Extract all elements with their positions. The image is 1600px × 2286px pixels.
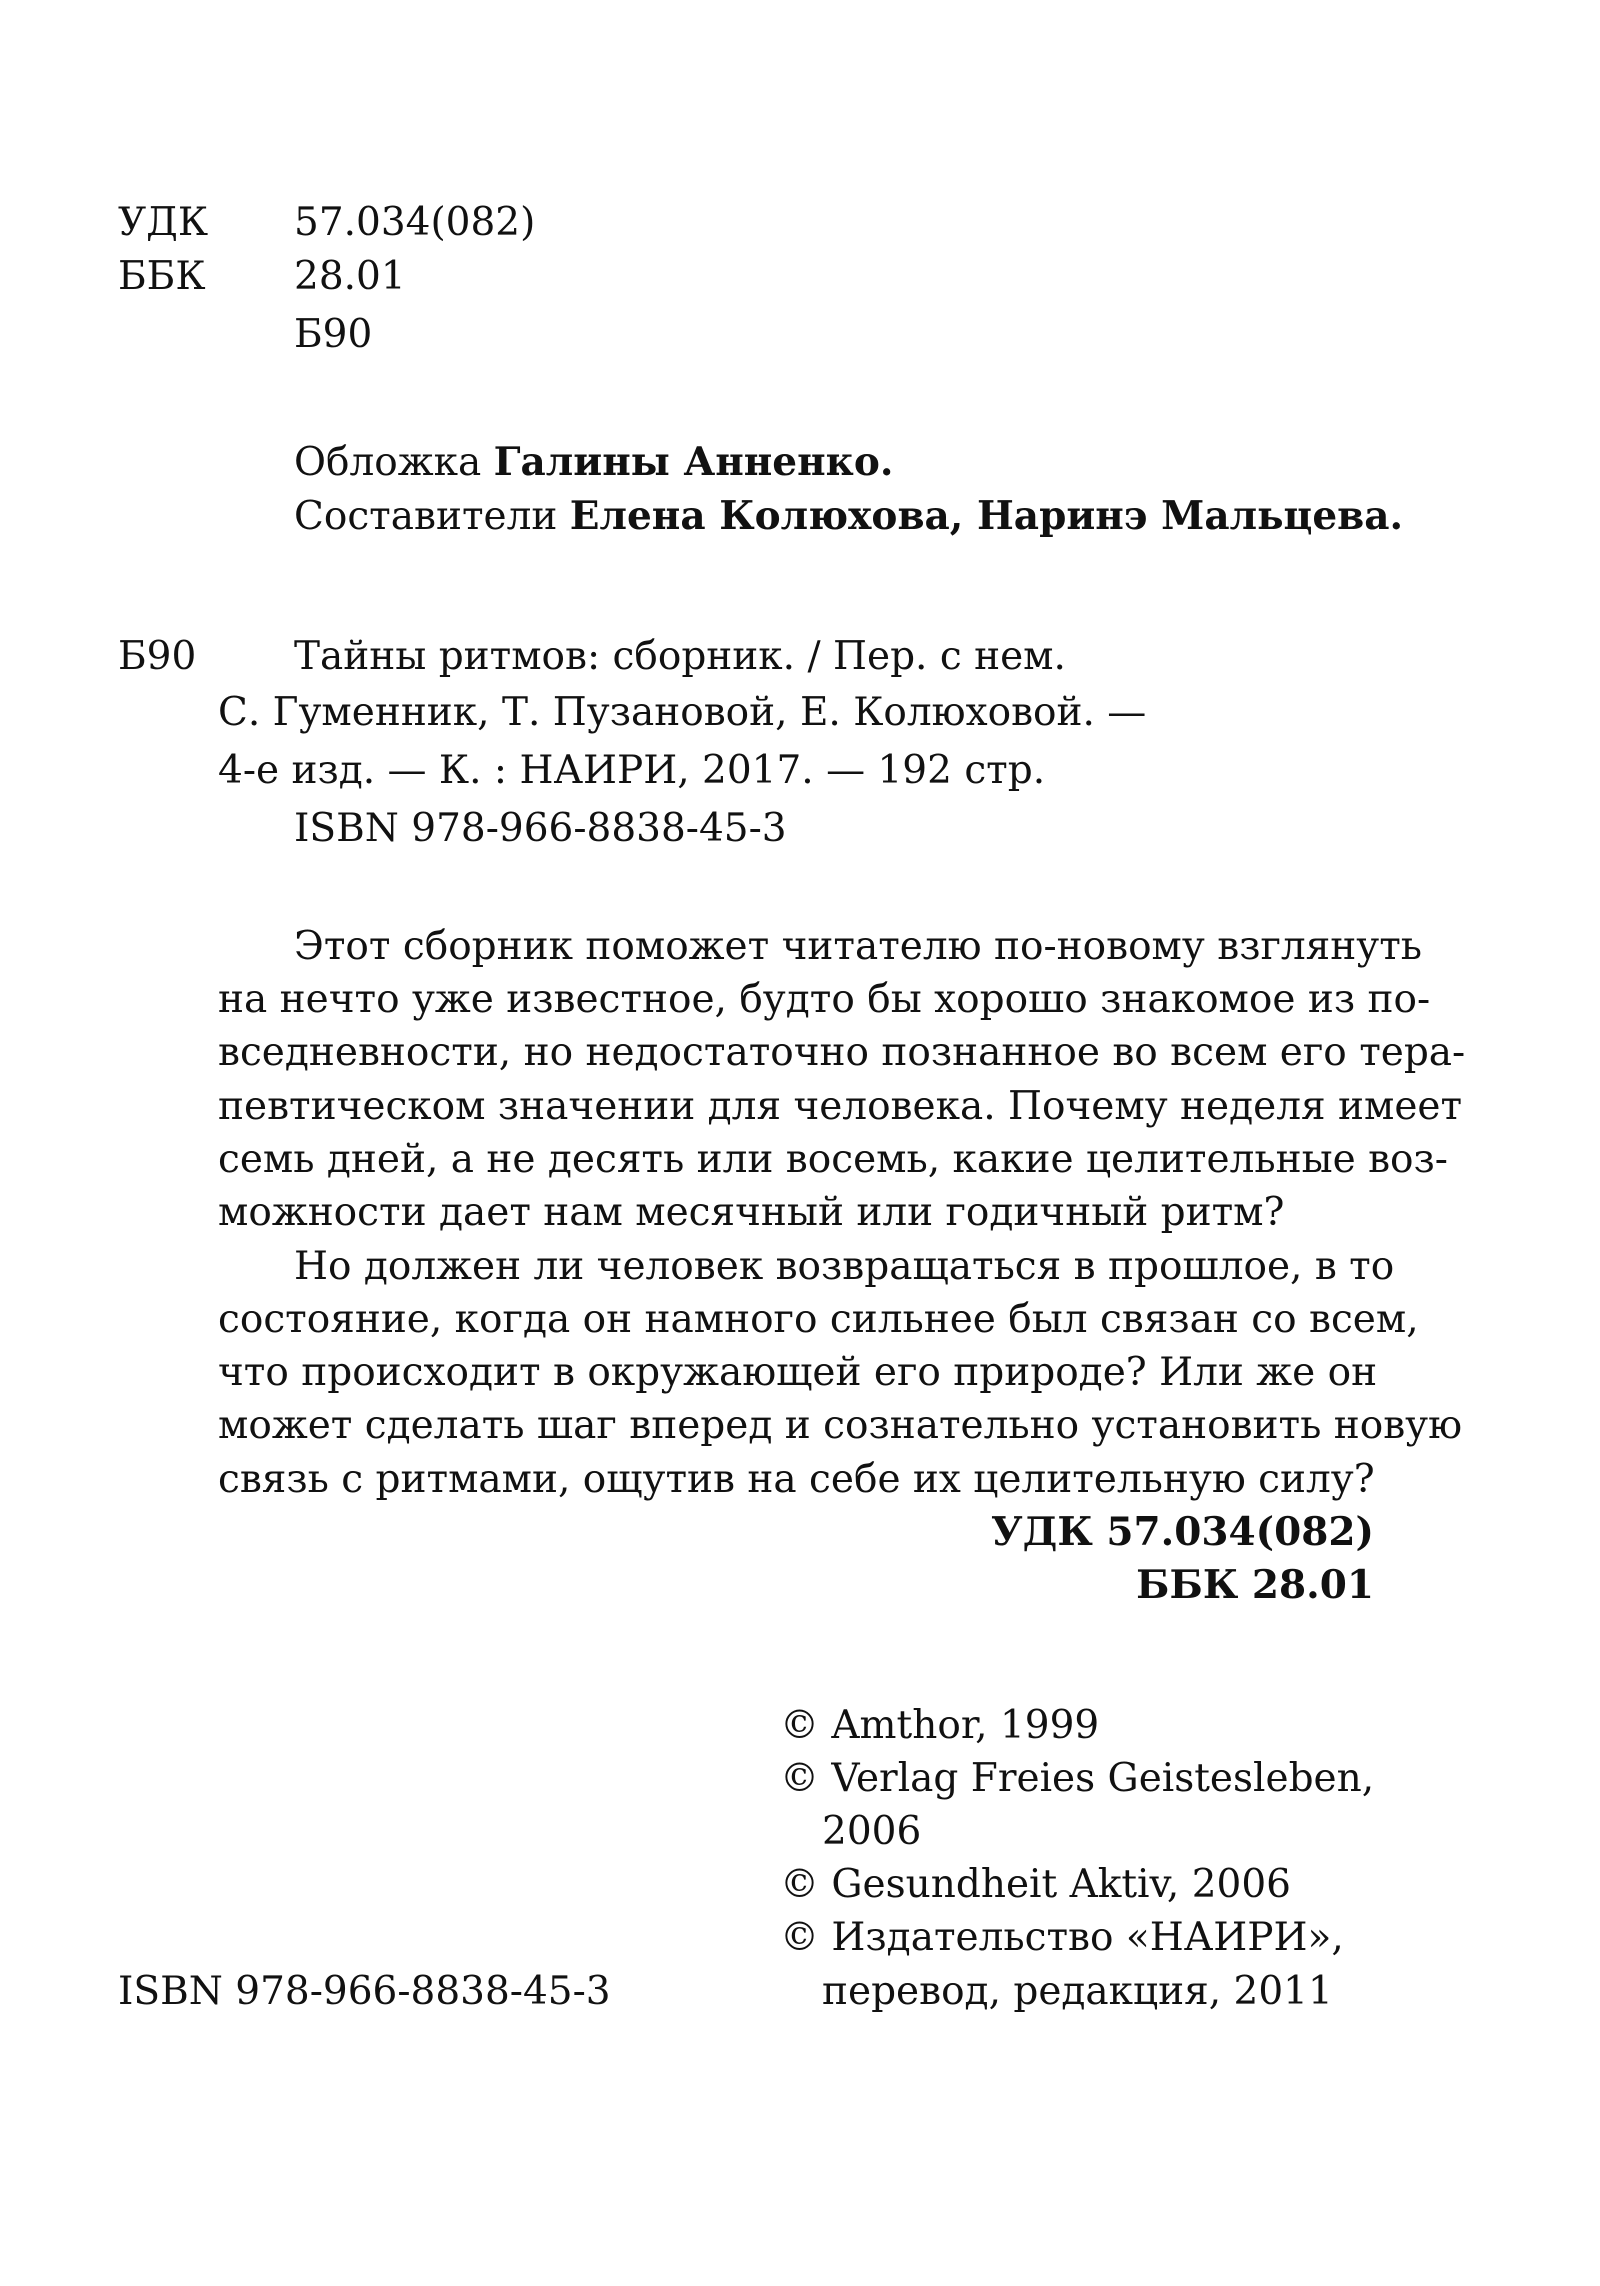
author-mark: Б90 — [294, 312, 373, 357]
cover-prefix: Обложка — [294, 440, 494, 485]
annotation-line: что происходит в окружающей его природе? Или же он — [218, 1350, 1378, 1395]
record-line: С. Гуменник, Т. Пузановой, Е. Колюховой. — — [218, 690, 1147, 735]
cover-credit — [294, 439, 894, 485]
annotation-bbk: ББК 28.01 — [1136, 1562, 1374, 1608]
bbk-label: ББК — [118, 254, 206, 299]
annotation-line: певтическом значении для человека. Почему неделя имеет — [218, 1084, 1463, 1129]
copyright-line: © Gesundheit Aktiv, 2006 — [780, 1862, 1291, 1907]
annotation-udk: УДК 57.034(082) — [991, 1509, 1374, 1555]
record-line: Тайны ритмов: сборник. / Пер. с нем. — [294, 634, 1066, 679]
compilers-names: Елена Колюхова, Наринэ Мальцева. — [569, 493, 1404, 539]
record-mark: Б90 — [118, 634, 197, 679]
copyright-line: перевод, редакция, 2011 — [822, 1969, 1333, 2014]
annotation-line: Этот сборник поможет читателю по-новому взглянуть — [294, 924, 1423, 969]
compilers-prefix: Составители — [294, 494, 570, 539]
annotation-line: может сделать шаг вперед и сознательно установить новую — [218, 1403, 1463, 1448]
copyright-line: © Verlag Freies Geistesleben, — [780, 1756, 1375, 1801]
udk-value: 57.034(082) — [294, 200, 536, 245]
copyright-line: © Amthor, 1999 — [780, 1703, 1100, 1748]
record-line: 4-е изд. — К. : НАИРИ, 2017. — 192 стр. — [218, 748, 1046, 793]
annotation-line: можности дает нам месячный или годичный ритм? — [218, 1190, 1285, 1235]
annotation-line: на нечто уже известное, будто бы хорошо знакомое из по- — [218, 977, 1431, 1022]
annotation-line: Но должен ли человек возвращаться в прошлое, в то — [294, 1244, 1395, 1289]
annotation-line: состояние, когда он намного сильнее был связан со всем, — [218, 1297, 1419, 1342]
record-isbn: ISBN 978-966-8838-45-3 — [294, 806, 787, 851]
copyright-line: © Издательство «НАИРИ», — [780, 1915, 1344, 1960]
udk-label: УДК — [118, 200, 209, 245]
cover-name: Галины Анненко. — [493, 439, 894, 485]
copyright-line: 2006 — [822, 1809, 922, 1854]
bbk-value: 28.01 — [294, 254, 406, 299]
compilers-credit — [294, 493, 1404, 539]
annotation-line: семь дней, а не десять или восемь, какие целительные воз- — [218, 1137, 1448, 1182]
footer-isbn: ISBN 978-966-8838-45-3 — [118, 1969, 611, 2014]
annotation-line: вседневности, но недостаточно познанное во всем его тера- — [218, 1030, 1466, 1075]
annotation-line: связь с ритмами, ощутив на себе их целительную силу? — [218, 1457, 1375, 1502]
